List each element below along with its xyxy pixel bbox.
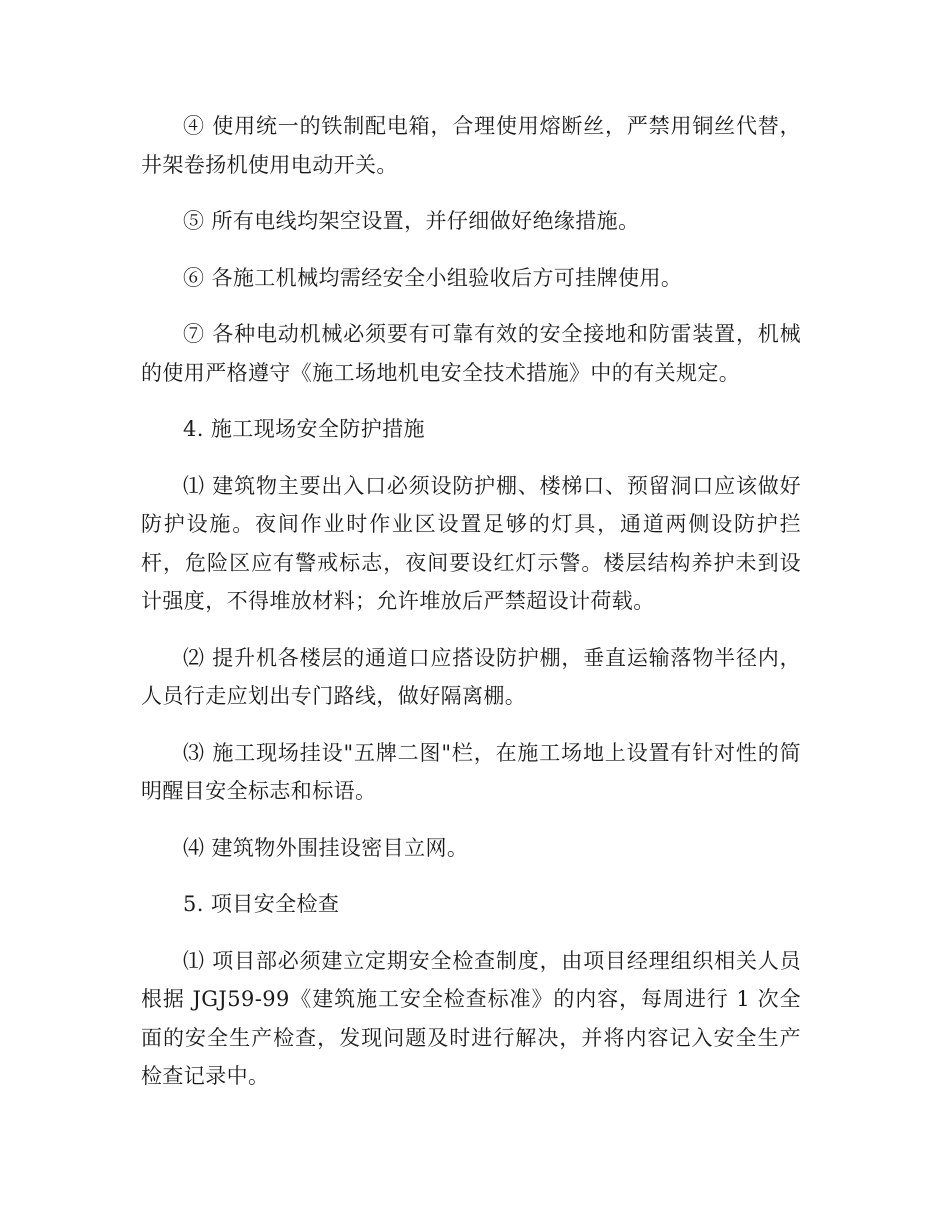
section-heading-4: 4. 施工现场安全防护措施	[183, 417, 425, 441]
paragraph-item-7: ⑦ 各种电动机械必须要有可靠有效的安全接地和防雷装置，机械的使用严格遵守《施工场地机电安全技术措施》中的有关规定。	[141, 322, 801, 385]
paragraph-4-4: ⑷ 建筑物外围挂设密目立网。	[183, 835, 469, 860]
paragraph-item-6: ⑥ 各施工机械均需经安全小组验收后方可挂牌使用。	[183, 265, 683, 290]
paragraph-4-3: ⑶ 施工现场挂设"五牌二图"栏，在施工场地上设置有针对性的简明醒目安全标志和标语。	[141, 740, 801, 803]
paragraph-item-4: ④ 使用统一的铁制配电箱，合理使用熔断丝，严禁用铜丝代替，井架卷扬机使用电动开关。	[141, 114, 801, 177]
paragraph-5-1: ⑴ 项目部必须建立定期安全检查制度，由项目经理组织相关人员根据 JGJ59-99《建筑施工安全检查标准》的内容，每周进行 1 次全面的安全生产检查，发现问题及时进行解决，并将内容记入安全生产检查记录中。	[141, 948, 801, 1088]
section-heading-5: 5. 项目安全检查	[183, 892, 340, 916]
paragraph-item-5: ⑤ 所有电线均架空设置，并仔细做好绝缘措施。	[183, 209, 640, 233]
document-page	[141, 107, 801, 1114]
paragraph-4-1: ⑴ 建筑物主要出入口必须设防护棚、楼梯口、预留洞口应该做好防护设施。夜间作业时作业区设置足够的灯具，通道两侧设防护拦杆，危险区应有警戒标志，夜间要设红灯示警。楼层结构养护未到设计强度，不得堆放材料；允许堆放后严禁超设计荷载。	[141, 473, 801, 613]
paragraph-4-2: ⑵ 提升机各楼层的通道口应搭设防护棚，垂直运输落物半径内，人员行走应划出专门路线，做好隔离棚。	[141, 645, 801, 708]
